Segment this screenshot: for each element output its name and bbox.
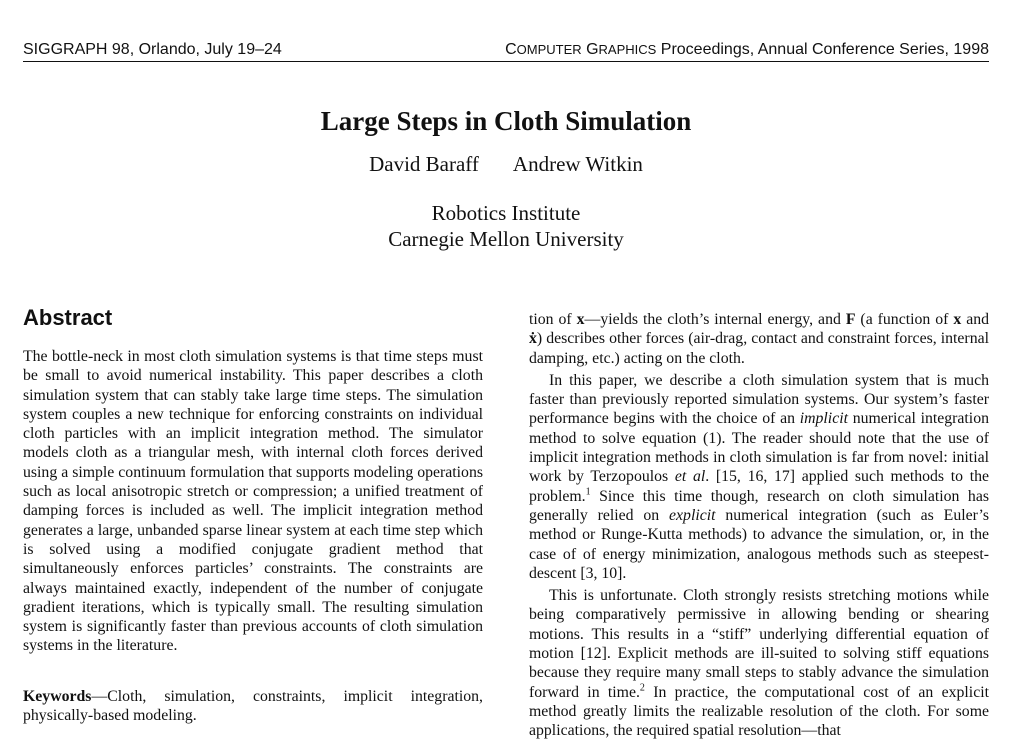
author-name: Andrew Witkin bbox=[512, 152, 643, 176]
keywords bbox=[23, 687, 483, 726]
keywords-label: Keywords bbox=[23, 688, 92, 705]
footnote-marker: 2 bbox=[639, 682, 645, 694]
affiliation-line: Robotics Institute bbox=[431, 201, 581, 225]
running-header-right: COMPUTER GRAPHICS Proceedings, Annual Conference Series, 1998 bbox=[505, 41, 989, 58]
keywords-text: —Cloth, simulation, constraints, implicit integration, physically-based modeling. bbox=[23, 688, 483, 725]
affiliation bbox=[0, 200, 1012, 252]
affiliation-line: Carnegie Mellon University bbox=[388, 227, 624, 251]
author-name: David Baraff bbox=[369, 152, 479, 176]
footnote-marker: 1 bbox=[585, 486, 591, 498]
paper-title: Large Steps in Cloth Simulation bbox=[320, 106, 692, 136]
abstract-body bbox=[23, 347, 483, 656]
author-list bbox=[0, 150, 1012, 178]
running-header bbox=[23, 40, 989, 62]
body-paragraph: This is unfortunate. Cloth strongly resists stretching motions while being comparatively permissive in allowing bending or shearing motions. This results in a “stiff” underlying differential equation of motion [12]. Explicit methods are ill-suited to solving stiff equations because they require many small steps to stably advance the simulation forward in time.$^2$ In practice, the computational cost of an explicit method greatly limits the realizable resolution of the cloth. For some applications, the required spatial resolution—that bbox=[529, 587, 989, 740]
body-paragraph: In this paper, we describe a cloth simulation system that is much faster than previously reported simulation systems. Our system’s faster performance begins with the choice of an implicit numerical integration method to solve equation (1). The reader should note that the use of implicit integration methods in cloth simulation is far from novel: initial work by Terzopoulos et al. [15, 16, 17] applied such methods to the problem.$^1$ Since this time though, research on cloth simulation has generally relied on explicit numerical integration (such as Euler’s method or Runge-Kutta methods) to advance the simulation, or, in the case of of energy minimization, analogous methods such as steepest-descent [3, 10]. bbox=[529, 371, 990, 582]
body-column-right bbox=[529, 310, 989, 741]
body-paragraph: tion of x—yields the cloth’s internal energy, and F (a function of x and ẋ) describes other forces (air-drag, contact and constraint forces, internal damping, etc.) acting on the cloth. bbox=[529, 311, 990, 367]
abstract-heading: Abstract bbox=[23, 305, 113, 330]
running-header-left: SIGGRAPH 98, Orlando, July 19–24 bbox=[23, 41, 282, 58]
abstract-paragraph: The bottle-neck in most cloth simulation systems is that time steps must be small to avoid numerical instability. This paper describes a cloth simulation system that can stably take large time steps. The simulation system couples a new technique for enforcing constraints on individual cloth particles with an implicit integration method. The simulator models cloth as a triangular mesh, with internal cloth forces derived using a simple continuum formulation that supports modeling operations such as local anisotropic stretch or compression; a unified treatment of damping forces is included as well. The implicit integration method generates a large, unbanded sparse linear system at each time step which is solved using a modified conjugate gradient method that simultaneously enforces particles’ constraints. The constraints are always maintained exactly, independent of the number of conjugate gradient iterations, which is typically small. The resulting simulation system is significantly faster than previous accounts of cloth simulation systems in the literature. bbox=[23, 348, 483, 655]
